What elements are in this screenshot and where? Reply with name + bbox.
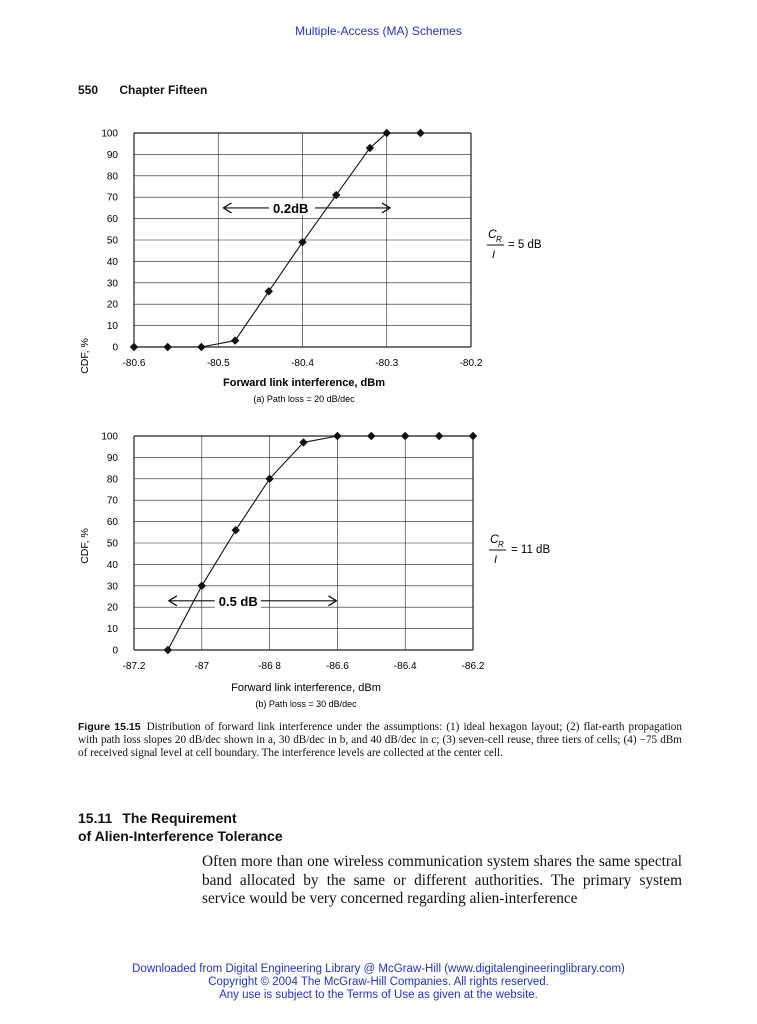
- body-paragraph: Often more than one wireless communication system shares the same spectral band allocated by the same or different authorities. The primary system service would be very concerned regarding alien-interference: [202, 853, 682, 907]
- x-tick-label: -86.6: [326, 661, 349, 672]
- y-tick-label: 70: [106, 192, 118, 204]
- data-point-marker: [333, 432, 341, 440]
- chart-a-side-sub: R: [496, 235, 502, 244]
- y-tick-label: 40: [106, 256, 118, 268]
- data-point-marker: [232, 526, 240, 534]
- annotation-label: 0.2dB: [273, 200, 309, 216]
- footer-notice: [0, 963, 757, 1002]
- x-tick-label: -80.5: [206, 358, 230, 369]
- chart-a-side-value: = 5 dB: [508, 239, 542, 251]
- y-tick-label: 20: [106, 602, 118, 614]
- y-tick-label: 0: [112, 645, 118, 657]
- page-number: 550: [78, 83, 99, 97]
- chart-a: [70, 120, 590, 410]
- data-point-marker: [367, 432, 375, 440]
- y-tick-label: 20: [106, 299, 118, 311]
- data-point-marker: [469, 432, 477, 440]
- data-point-marker: [130, 343, 138, 351]
- data-point-marker: [416, 129, 424, 137]
- chart-a-xlabel: Forward link interference, dBm: [223, 377, 385, 389]
- data-point-marker: [265, 287, 273, 295]
- data-point-marker: [164, 343, 172, 351]
- figure-caption-text: Distribution of forward link interference under the assumptions: (1) ideal hexagon layout; (2) flat-earth propagation with path loss slopes 20 dB/dec shown in a, 30 dB/dec in b, and 40 dB/dec in c; (3) seven-cell reuse, three tiers of cells; (4) −75 dBm of received signal level at cell boundary. The interference levels are collected at the center cell.: [78, 721, 682, 760]
- section-title-line1: The Requirement: [122, 810, 237, 826]
- chart-b-side-label: [489, 532, 550, 566]
- y-tick-label: 90: [106, 149, 118, 161]
- data-point-marker: [197, 343, 205, 351]
- y-tick-label: 80: [106, 171, 118, 183]
- x-tick-label: -80.3: [375, 358, 399, 369]
- chart-b-subtitle: (b) Path loss = 30 dB/dec: [255, 699, 357, 709]
- footer-line1[interactable]: Downloaded from Digital Engineering Library @ McGraw-Hill (www.digitalengineeringlibrary.com): [132, 963, 625, 975]
- data-point-marker: [231, 336, 239, 344]
- chart-a-ylabel: CDF, %: [79, 338, 91, 374]
- y-tick-label: 100: [101, 128, 118, 140]
- x-tick-label: -86 8: [258, 661, 281, 672]
- running-header: Multiple-Access (MA) Schemes: [295, 24, 462, 38]
- y-tick-label: 50: [106, 538, 118, 550]
- section-number: 15.11: [78, 810, 113, 826]
- y-tick-label: 40: [106, 559, 118, 571]
- chart-b-side-num: C: [490, 532, 499, 546]
- y-tick-label: 100: [101, 431, 118, 443]
- chart-b-xlabel: Forward link interference, dBm: [231, 682, 381, 694]
- chart-a-subtitle: (a) Path loss = 20 dB/dec: [253, 394, 355, 404]
- chart-a-ticks: [101, 129, 483, 370]
- section-title-line2: of Alien-Interference Tolerance: [78, 828, 283, 844]
- chart-b-side-value: = 11 dB: [511, 544, 551, 556]
- chart-a-side-num: C: [488, 227, 497, 241]
- y-tick-label: 60: [106, 517, 118, 529]
- data-point-marker: [435, 432, 443, 440]
- y-tick-label: 10: [106, 321, 118, 333]
- y-tick-label: 90: [106, 452, 118, 464]
- data-point-marker: [198, 582, 206, 590]
- chart-b-ticks: [101, 432, 485, 673]
- chart-b-side-den: I: [494, 554, 498, 566]
- chapter-title: Chapter Fifteen: [119, 83, 208, 97]
- y-tick-label: 50: [106, 235, 118, 247]
- chart-b-ylabel: CDF, %: [79, 528, 91, 564]
- footer-line3: Any use is subject to the Terms of Use as given at the website.: [219, 989, 538, 1001]
- chart-b: [70, 424, 590, 714]
- data-point-marker: [401, 432, 409, 440]
- x-tick-label: -86.4: [393, 661, 417, 672]
- x-tick-label: -87.2: [122, 661, 146, 672]
- figure-caption: [78, 721, 682, 761]
- y-tick-label: 10: [106, 624, 118, 636]
- chart-b-annotation: [169, 592, 337, 609]
- y-tick-label: 80: [106, 474, 118, 486]
- x-tick-label: -80.4: [291, 358, 314, 369]
- y-tick-label: 70: [106, 495, 118, 507]
- y-tick-label: 30: [106, 278, 118, 290]
- page-header: [78, 83, 207, 97]
- chart-b-side-sub: R: [498, 540, 504, 549]
- y-tick-label: 0: [112, 342, 118, 354]
- footer-line2: Copyright © 2004 The McGraw-Hill Companies. All rights reserved.: [208, 976, 549, 988]
- chart-a-annotation: [223, 199, 390, 216]
- data-point-marker: [332, 191, 340, 199]
- y-tick-label: 30: [106, 581, 118, 593]
- section-heading: [78, 809, 283, 845]
- y-tick-label: 60: [106, 214, 118, 226]
- figure-label: Figure 15.15: [78, 721, 141, 733]
- chart-a-side-den: I: [492, 249, 496, 261]
- annotation-label: 0.5 dB: [218, 593, 258, 609]
- x-tick-label: -80.6: [122, 358, 146, 369]
- chart-a-side-label: [487, 227, 542, 261]
- data-point-marker: [298, 238, 306, 246]
- x-tick-label: -80.2: [459, 358, 483, 369]
- x-tick-label: -87: [194, 661, 210, 672]
- data-point-marker: [164, 646, 172, 654]
- x-tick-label: -86.2: [461, 661, 485, 672]
